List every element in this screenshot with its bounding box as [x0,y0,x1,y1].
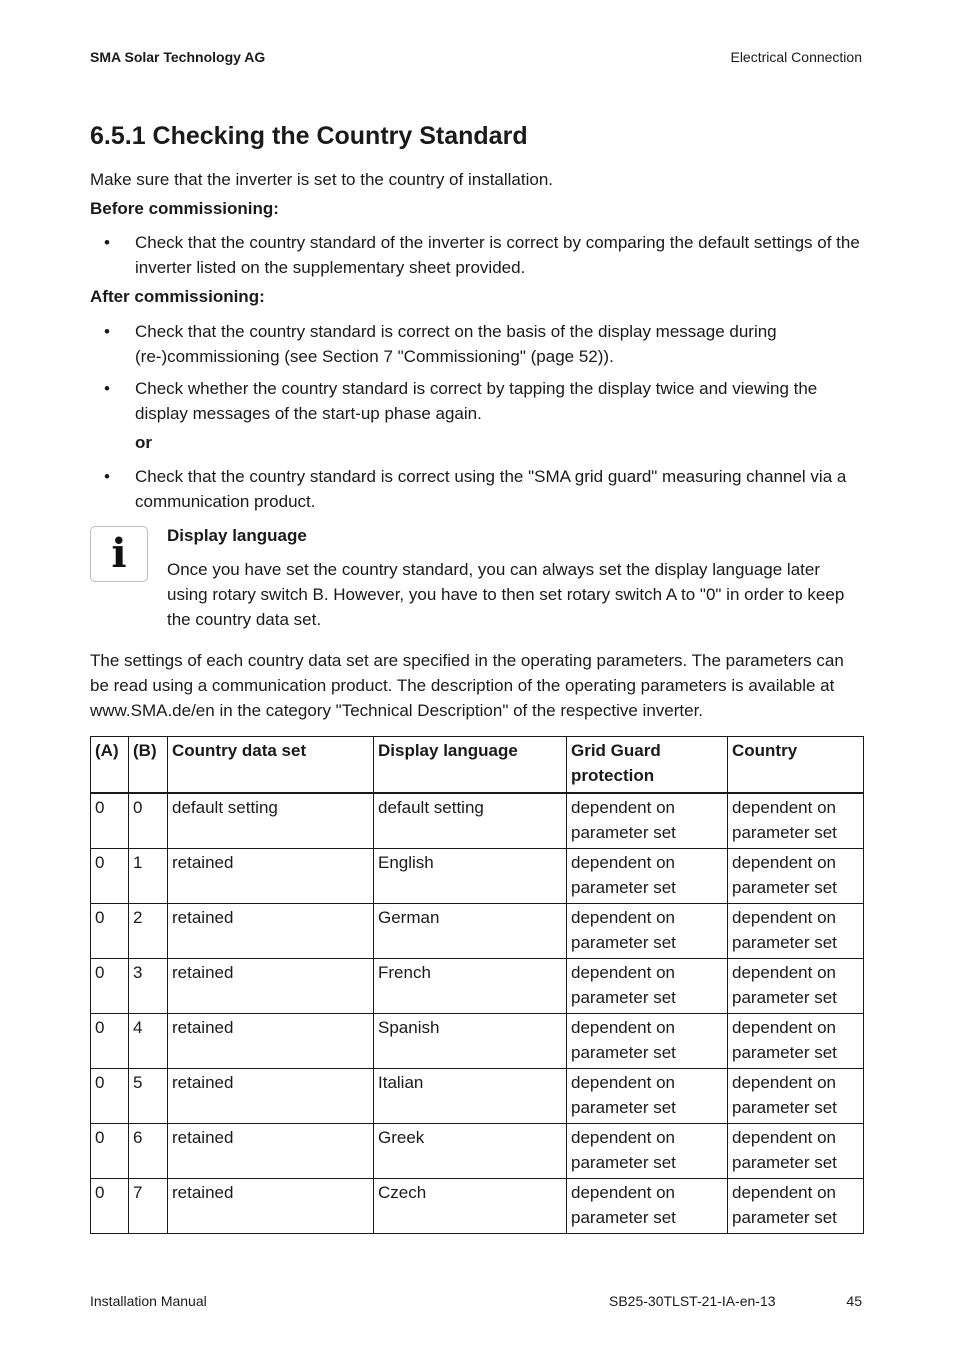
table-cell: dependent on parameter set [728,1179,864,1234]
table-cell: retained [168,1069,374,1124]
table-cell: 5 [129,1069,168,1124]
table-cell: 4 [129,1014,168,1069]
table-row [91,1014,864,1069]
table-cell: 0 [91,1014,129,1069]
table-cell: 0 [91,959,129,1014]
table-row [91,959,864,1014]
header-chapter: Electrical Connection [730,49,862,65]
intro-text: Make sure that the inverter is set to the country of installation. [90,170,554,189]
table-row [91,1124,864,1179]
table-cell: dependent on parameter set [567,1179,728,1234]
table-row [91,1069,864,1124]
table-cell: 0 [129,793,168,849]
table-cell: retained [168,1179,374,1234]
table-cell: retained [168,849,374,904]
table-row [91,904,864,959]
footer-doc-code: SB25-30TLST-21-IA-en-13 [609,1293,776,1309]
table-cell: dependent on parameter set [567,793,728,849]
list-item-text: Check that the country standard of the inverter is correct by comparing the default settings of the inverter listed on the supplementary sheet provided. [135,233,860,277]
bullet-icon: • [104,467,110,486]
table-cell: 0 [91,1179,129,1234]
bullet-icon: • [104,379,110,398]
table-cell: dependent on parameter set [567,1069,728,1124]
table-cell: retained [168,1124,374,1179]
info-icon [90,526,148,582]
table-cell: retained [168,1014,374,1069]
table-cell: 0 [91,793,129,849]
column-header-display-language: Display language [374,737,567,794]
parameters-paragraph: The settings of each country data set are specified in the operating parameters. The parameters can be read using a communication product. The description of the operating parameters is available at www.SMA.de/en in the category "Technical Description" of the respective inverter. [90,651,844,720]
table-cell: 0 [91,1124,129,1179]
column-header-grid-guard: Grid Guard protection [567,737,728,794]
table-header-row [91,737,864,794]
table-cell: dependent on parameter set [728,1124,864,1179]
table-cell: retained [168,904,374,959]
table-cell: dependent on parameter set [728,1014,864,1069]
table-cell: 7 [129,1179,168,1234]
table-cell: 0 [91,849,129,904]
list-item-text: Check that the country standard is correct using the "SMA grid guard" measuring channel via a communication product. [135,467,847,511]
table-cell: dependent on parameter set [567,849,728,904]
table-cell: 0 [91,904,129,959]
footer-page-number: 45 [846,1293,862,1309]
list-item [104,319,864,369]
list-item-text: Check whether the country standard is correct by tapping the display twice and viewing the display messages of the start-up phase again. [135,379,818,423]
table-cell: 2 [129,904,168,959]
table-cell: dependent on parameter set [567,1014,728,1069]
table-cell: dependent on parameter set [567,1124,728,1179]
info-glyph: i [111,530,127,577]
table-cell: dependent on parameter set [567,904,728,959]
column-header-country-data-set: Country data set [168,737,374,794]
table-cell: 1 [129,849,168,904]
column-header-country: Country [728,737,864,794]
list-item-text: Check that the country standard is correct on the basis of the display message during (re-)commissioning (see Section 7 "Commissioning" (page 52)). [135,322,777,366]
table-cell: dependent on parameter set [728,849,864,904]
table-cell: dependent on parameter set [728,959,864,1014]
or-text: or [135,433,152,452]
table-cell: German [374,904,567,959]
table-cell: 6 [129,1124,168,1179]
table-cell: dependent on parameter set [728,793,864,849]
list-item [104,376,864,426]
table-cell: default setting [168,793,374,849]
table-cell: default setting [374,793,567,849]
country-data-table [90,736,864,1234]
table-cell: Greek [374,1124,567,1179]
before-commissioning-heading: Before commissioning: [90,199,279,218]
note-text: Once you have set the country standard, you can always set the display language later using rotary switch B. However, you have to then set rotary switch A to "0" in order to keep the country data set. [167,560,845,629]
bullet-icon: • [104,233,110,252]
table-cell: 3 [129,959,168,1014]
list-item [104,230,864,280]
table-cell: dependent on parameter set [728,1069,864,1124]
table-cell: Spanish [374,1014,567,1069]
list-item [104,464,864,514]
header-company: SMA Solar Technology AG [90,49,266,65]
after-commissioning-heading: After commissioning: [90,287,265,306]
page-title: 6.5.1 Checking the Country Standard [90,122,528,150]
table-cell: Italian [374,1069,567,1124]
table-cell: dependent on parameter set [567,959,728,1014]
table-row [91,849,864,904]
table-row [91,1179,864,1234]
table-cell: English [374,849,567,904]
table-cell: retained [168,959,374,1014]
column-header-a: (A) [91,737,129,794]
table-cell: Czech [374,1179,567,1234]
footer-doc-title: Installation Manual [90,1293,207,1309]
bullet-icon: • [104,322,110,341]
table-row [91,793,864,849]
table-cell: 0 [91,1069,129,1124]
note-title: Display language [167,526,307,545]
column-header-b: (B) [129,737,168,794]
table-cell: French [374,959,567,1014]
table-cell: dependent on parameter set [728,904,864,959]
